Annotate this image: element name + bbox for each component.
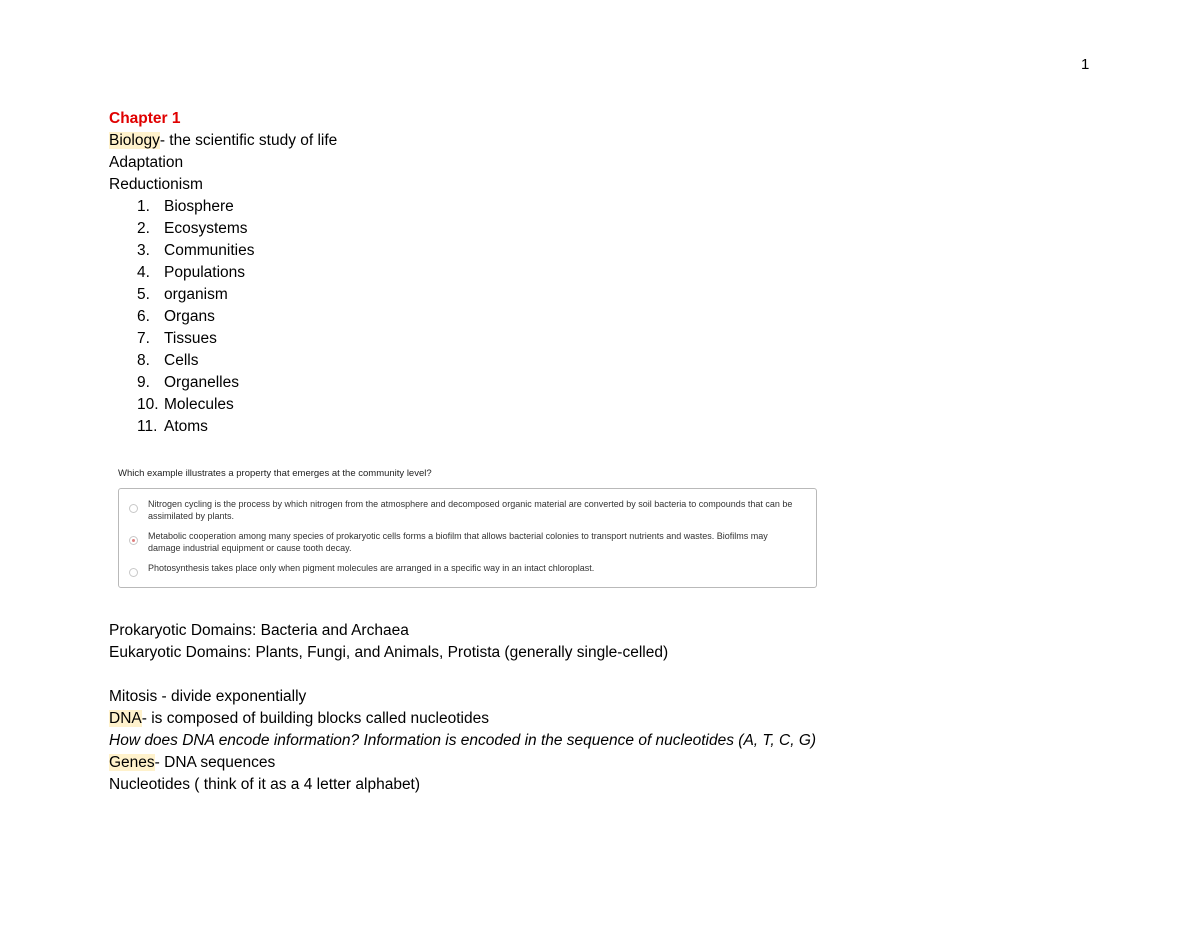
quiz-question: Which example illustrates a property that emerges at the community level? xyxy=(118,468,432,479)
levels-of-organization-list xyxy=(109,196,1109,438)
genes-definition-text: - DNA sequences xyxy=(154,754,276,771)
spacer xyxy=(109,664,1109,686)
eukaryotic-line: Eukaryotic Domains: Plants, Fungi, and Animals, Protista (generally single-celled) xyxy=(109,644,669,661)
list-number: 1. xyxy=(137,198,150,215)
list-label: Communities xyxy=(164,242,255,259)
radio-button[interactable] xyxy=(129,504,138,513)
dna-definition xyxy=(109,708,1109,730)
list-number: 8. xyxy=(137,352,150,369)
quiz-option[interactable] xyxy=(129,499,802,522)
chapter-title: Chapter 1 xyxy=(109,110,181,127)
biology-definition xyxy=(109,130,1109,152)
list-label: Tissues xyxy=(164,330,217,347)
radio-button[interactable] xyxy=(129,568,138,577)
quiz-option-text: Photosynthesis takes place only when pigment molecules are arranged in a specific way in an intact chloroplast. xyxy=(148,563,595,573)
list-label: Cells xyxy=(164,352,199,369)
list-number: 6. xyxy=(137,308,150,325)
notes-continued xyxy=(109,620,1109,796)
list-number: 4. xyxy=(137,264,150,281)
dna-definition-text: - is composed of building blocks called nucleotides xyxy=(141,710,489,727)
list-item xyxy=(109,284,1109,306)
list-item xyxy=(109,416,1109,438)
list-item xyxy=(109,262,1109,284)
list-label: Organs xyxy=(164,308,215,325)
quiz-option-text: Metabolic cooperation among many species of prokaryotic cells forms a biofilm that allows bacterial colonies to transport nutrients and wastes. Biofilms may damage industrial equipment or cause tooth decay. xyxy=(148,531,768,553)
quiz-options-box xyxy=(118,488,817,588)
list-number: 11. xyxy=(137,418,158,435)
quiz-option-text: Nitrogen cycling is the process by which nitrogen from the atmosphere and decomposed organic material are converted by soil bacteria to compounds that can be assimilated by plants. xyxy=(148,499,793,521)
document-body xyxy=(109,108,1109,796)
list-number: 7. xyxy=(137,330,150,347)
adaptation-line: Adaptation xyxy=(109,154,184,171)
mitosis-line: Mitosis - divide exponentially xyxy=(109,688,307,705)
list-number: 3. xyxy=(137,242,150,259)
list-label: Populations xyxy=(164,264,246,281)
list-item xyxy=(109,394,1109,416)
list-item xyxy=(109,196,1109,218)
dna-question-line: How does DNA encode information? Information is encoded in the sequence of nucleotides (A, T, C, G) xyxy=(109,732,817,749)
list-label: Organelles xyxy=(164,374,239,391)
quiz-screenshot xyxy=(118,468,818,588)
dna-term: DNA xyxy=(109,710,142,727)
list-number: 9. xyxy=(137,374,150,391)
quiz-option[interactable] xyxy=(129,563,802,577)
prokaryotic-line: Prokaryotic Domains: Bacteria and Archaea xyxy=(109,622,409,639)
page-number: 1 xyxy=(1081,56,1090,73)
quiz-option-selected[interactable] xyxy=(129,531,802,554)
biology-term: Biology xyxy=(109,132,160,149)
radio-button-selected[interactable] xyxy=(129,536,138,545)
list-label: organism xyxy=(164,286,228,303)
list-item xyxy=(109,328,1109,350)
list-item xyxy=(109,306,1109,328)
biology-definition-text: - the scientific study of life xyxy=(159,132,338,149)
reductionism-line: Reductionism xyxy=(109,176,203,193)
list-item xyxy=(109,218,1109,240)
list-number: 10. xyxy=(137,396,159,413)
list-number: 5. xyxy=(137,286,150,303)
list-number: 2. xyxy=(137,220,150,237)
list-label: Biosphere xyxy=(164,198,234,215)
genes-term: Genes xyxy=(109,754,155,771)
genes-definition xyxy=(109,752,1109,774)
nucleotides-line: Nucleotides ( think of it as a 4 letter alphabet) xyxy=(109,776,421,793)
list-item xyxy=(109,372,1109,394)
list-label: Ecosystems xyxy=(164,220,248,237)
list-label: Molecules xyxy=(164,396,234,413)
list-item xyxy=(109,240,1109,262)
list-item xyxy=(109,350,1109,372)
list-label: Atoms xyxy=(164,418,208,435)
